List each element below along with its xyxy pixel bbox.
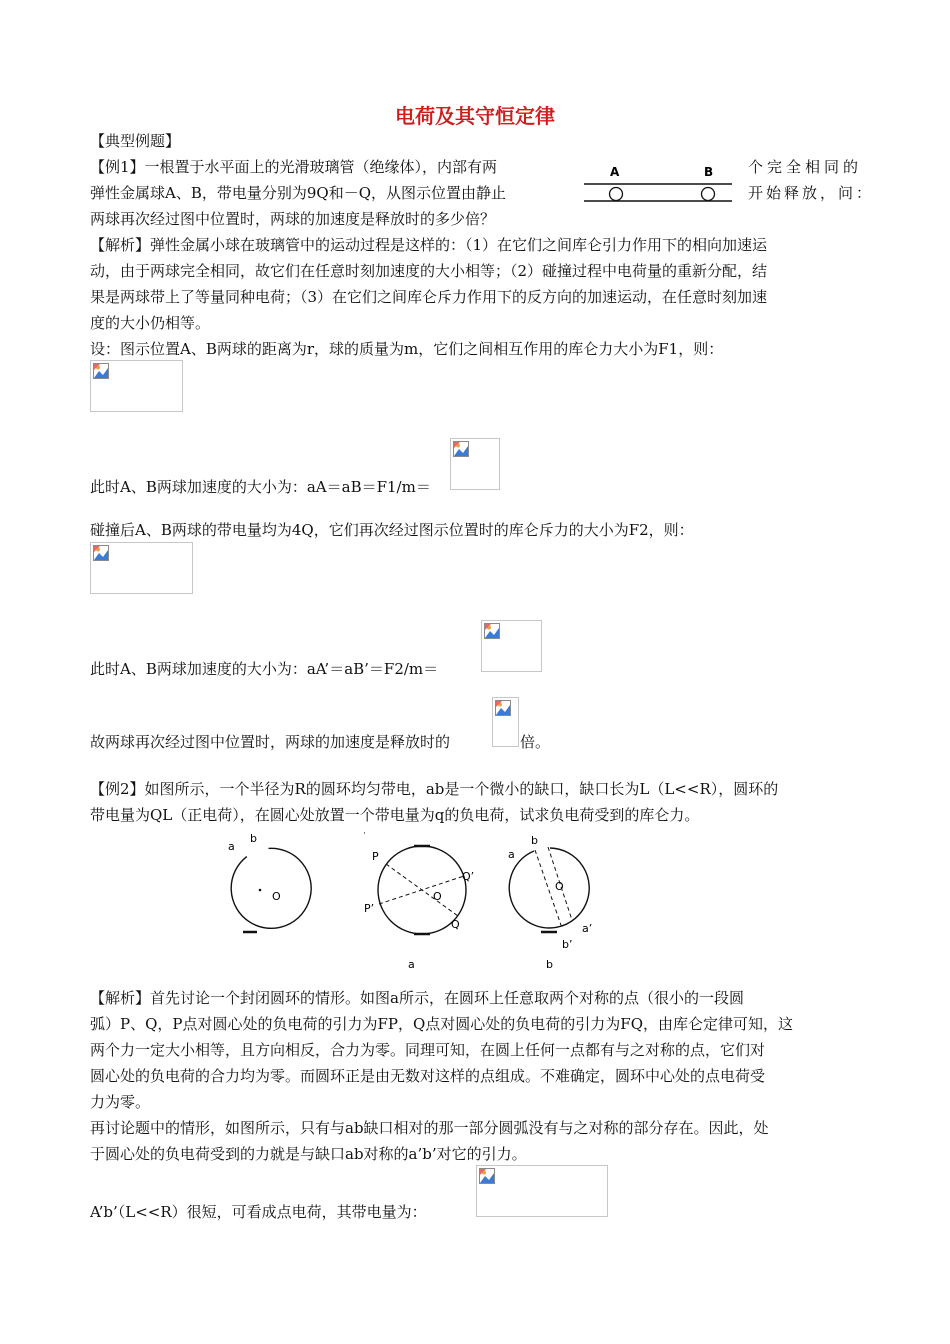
formula-image-f2 bbox=[90, 542, 193, 594]
formula-image-f1 bbox=[90, 360, 183, 412]
ex1-line2-right: 开始释放，问： bbox=[748, 184, 875, 202]
svg-text:·: · bbox=[363, 829, 366, 839]
sol2-para3: 两个力一定大小相等，且方向相反，合力为零。同理可知，在圆上任何一点都有与之对称的点，它们对 bbox=[90, 1041, 766, 1059]
ex1-line3: 两球再次经过图中位置时，两球的加速度是释放时的多少倍？ bbox=[90, 210, 496, 228]
formula-image-a2 bbox=[481, 620, 542, 672]
sol2-para6: 再讨论题中的情形，如图所示，只有与ab缺口相对的那一部分圆弧没有与之对称的部分存在。因此，处 bbox=[90, 1119, 769, 1137]
sol1-para7: 碰撞后A、B两球的带电量均为4Q，它们再次经过图示位置时的库仑斥力的大小为F2，则： bbox=[90, 521, 694, 539]
sol1-para8: 此时A、B两球加速度的大小为：aA’＝aB’＝F2/m＝ bbox=[90, 660, 439, 678]
ball-a bbox=[610, 188, 623, 201]
section-heading: 【典型例题】 bbox=[90, 132, 181, 150]
sol2-para5: 力为零。 bbox=[90, 1093, 151, 1111]
ex2-line2: 带电量为QL（正电荷），在圆心处放置一个带电量为q的负电荷，试求负电荷受到的库仑力。 bbox=[90, 806, 700, 824]
fig3-caption: b bbox=[546, 958, 553, 971]
fig2-label-o: O bbox=[433, 890, 442, 903]
fig3-label-a: a bbox=[508, 848, 515, 861]
sol1-para3: 果是两球带上了等量同种电荷；（3）在它们之间库仑斥力作用下的反方向的加速运动，在任意时刻加速 bbox=[90, 288, 768, 306]
fig2-label-q-prime: Q’ bbox=[462, 870, 475, 883]
fig1-label-b: b bbox=[250, 832, 257, 845]
fig3-label-a-prime: a’ bbox=[582, 922, 593, 935]
ex2-line1: 【例2】如图所示，一个半径为R的圆环均匀带电，ab是一个微小的缺口，缺口长为L（L<<R），圆环的 bbox=[90, 780, 779, 798]
sol1-para4: 度的大小仍相等。 bbox=[90, 314, 211, 332]
ex1-line2: 弹性金属球A、B，带电量分别为9Q和－Q，从图示位置由静止 bbox=[90, 184, 506, 202]
page-title: 电荷及其守恒定律 bbox=[395, 104, 555, 128]
sol2-para4: 圆心处的负电荷的合力均为零。而圆环正是由无数对这样的点组成。不难确定，圆环中心处的点电荷受 bbox=[90, 1067, 766, 1085]
ball-b bbox=[702, 188, 715, 201]
glass-tube-figure bbox=[580, 160, 740, 208]
formula-image-ratio bbox=[492, 697, 519, 747]
ring-figure-full bbox=[363, 829, 474, 971]
sol2-para1: 【解析】首先讨论一个封闭圆环的情形。如图a所示，在圆环上任意取两个对称的点（很小的一段圆 bbox=[90, 989, 744, 1007]
ex1-line1: 【例1】一根置于水平面上的光滑玻璃管（绝缘体），内部有两 bbox=[90, 158, 498, 176]
fig2-label-p: P bbox=[372, 850, 379, 863]
sol1-para9: 故两球再次经过图中位置时，两球的加速度是释放时的 bbox=[90, 733, 451, 751]
formula-image-charge bbox=[476, 1165, 608, 1217]
ex1-line1-right: 个完全相同的 bbox=[748, 158, 863, 176]
fig2-label-q: Q bbox=[451, 918, 460, 931]
sol2-para7: 于圆心处的负电荷受到的力就是与缺口ab对称的a’b’对它的引力。 bbox=[90, 1145, 527, 1163]
ball-a-label: A bbox=[610, 165, 620, 179]
broken-image-icon bbox=[93, 363, 109, 379]
fig3-label-b-prime: b’ bbox=[562, 938, 573, 951]
broken-image-icon bbox=[484, 623, 500, 639]
sol2-para8: A’b’（L<<R）很短，可看成点电荷，其带电量为： bbox=[90, 1203, 427, 1221]
ring-figure-gap bbox=[228, 832, 311, 932]
broken-image-icon bbox=[495, 700, 511, 716]
ring-figure-symmetric bbox=[508, 834, 592, 971]
fig1-label-o: O bbox=[272, 890, 281, 903]
sol2-para2: 弧）P、Q，P点对圆心处的负电荷的引力为FP，Q点对圆心处的负电荷的引力为FQ，由库仑定律可知，这 bbox=[90, 1015, 793, 1033]
broken-image-icon bbox=[479, 1168, 495, 1184]
formula-image-a1 bbox=[450, 438, 500, 490]
sol1-para2: 动，由于两球完全相同，故它们在任意时刻加速度的大小相等；（2）碰撞过程中电荷量的重新分配，结 bbox=[90, 262, 768, 280]
sol1-para5: 设：图示位置A、B两球的距离为r，球的质量为m，它们之间相互作用的库仑力大小为F1，则： bbox=[90, 340, 724, 358]
ball-b-label: B bbox=[704, 165, 714, 179]
broken-image-icon bbox=[453, 441, 469, 457]
fig3-label-b: b bbox=[531, 834, 538, 847]
fig1-label-a: a bbox=[228, 840, 235, 853]
fig2-label-p-prime: P’ bbox=[364, 902, 375, 915]
sol1-para6: 此时A、B两球加速度的大小为：aA＝aB＝F1/m＝ bbox=[90, 478, 431, 496]
broken-image-icon bbox=[93, 545, 109, 561]
ring-figures bbox=[210, 828, 610, 974]
fig2-caption: a bbox=[408, 958, 415, 971]
fig3-label-o: O bbox=[555, 880, 564, 893]
sol1-para1: 【解析】弹性金属小球在玻璃管中的运动过程是这样的：（1）在它们之间库仑引力作用下的相向加速运 bbox=[90, 236, 768, 254]
sol1-para9-end: 倍。 bbox=[520, 733, 551, 751]
